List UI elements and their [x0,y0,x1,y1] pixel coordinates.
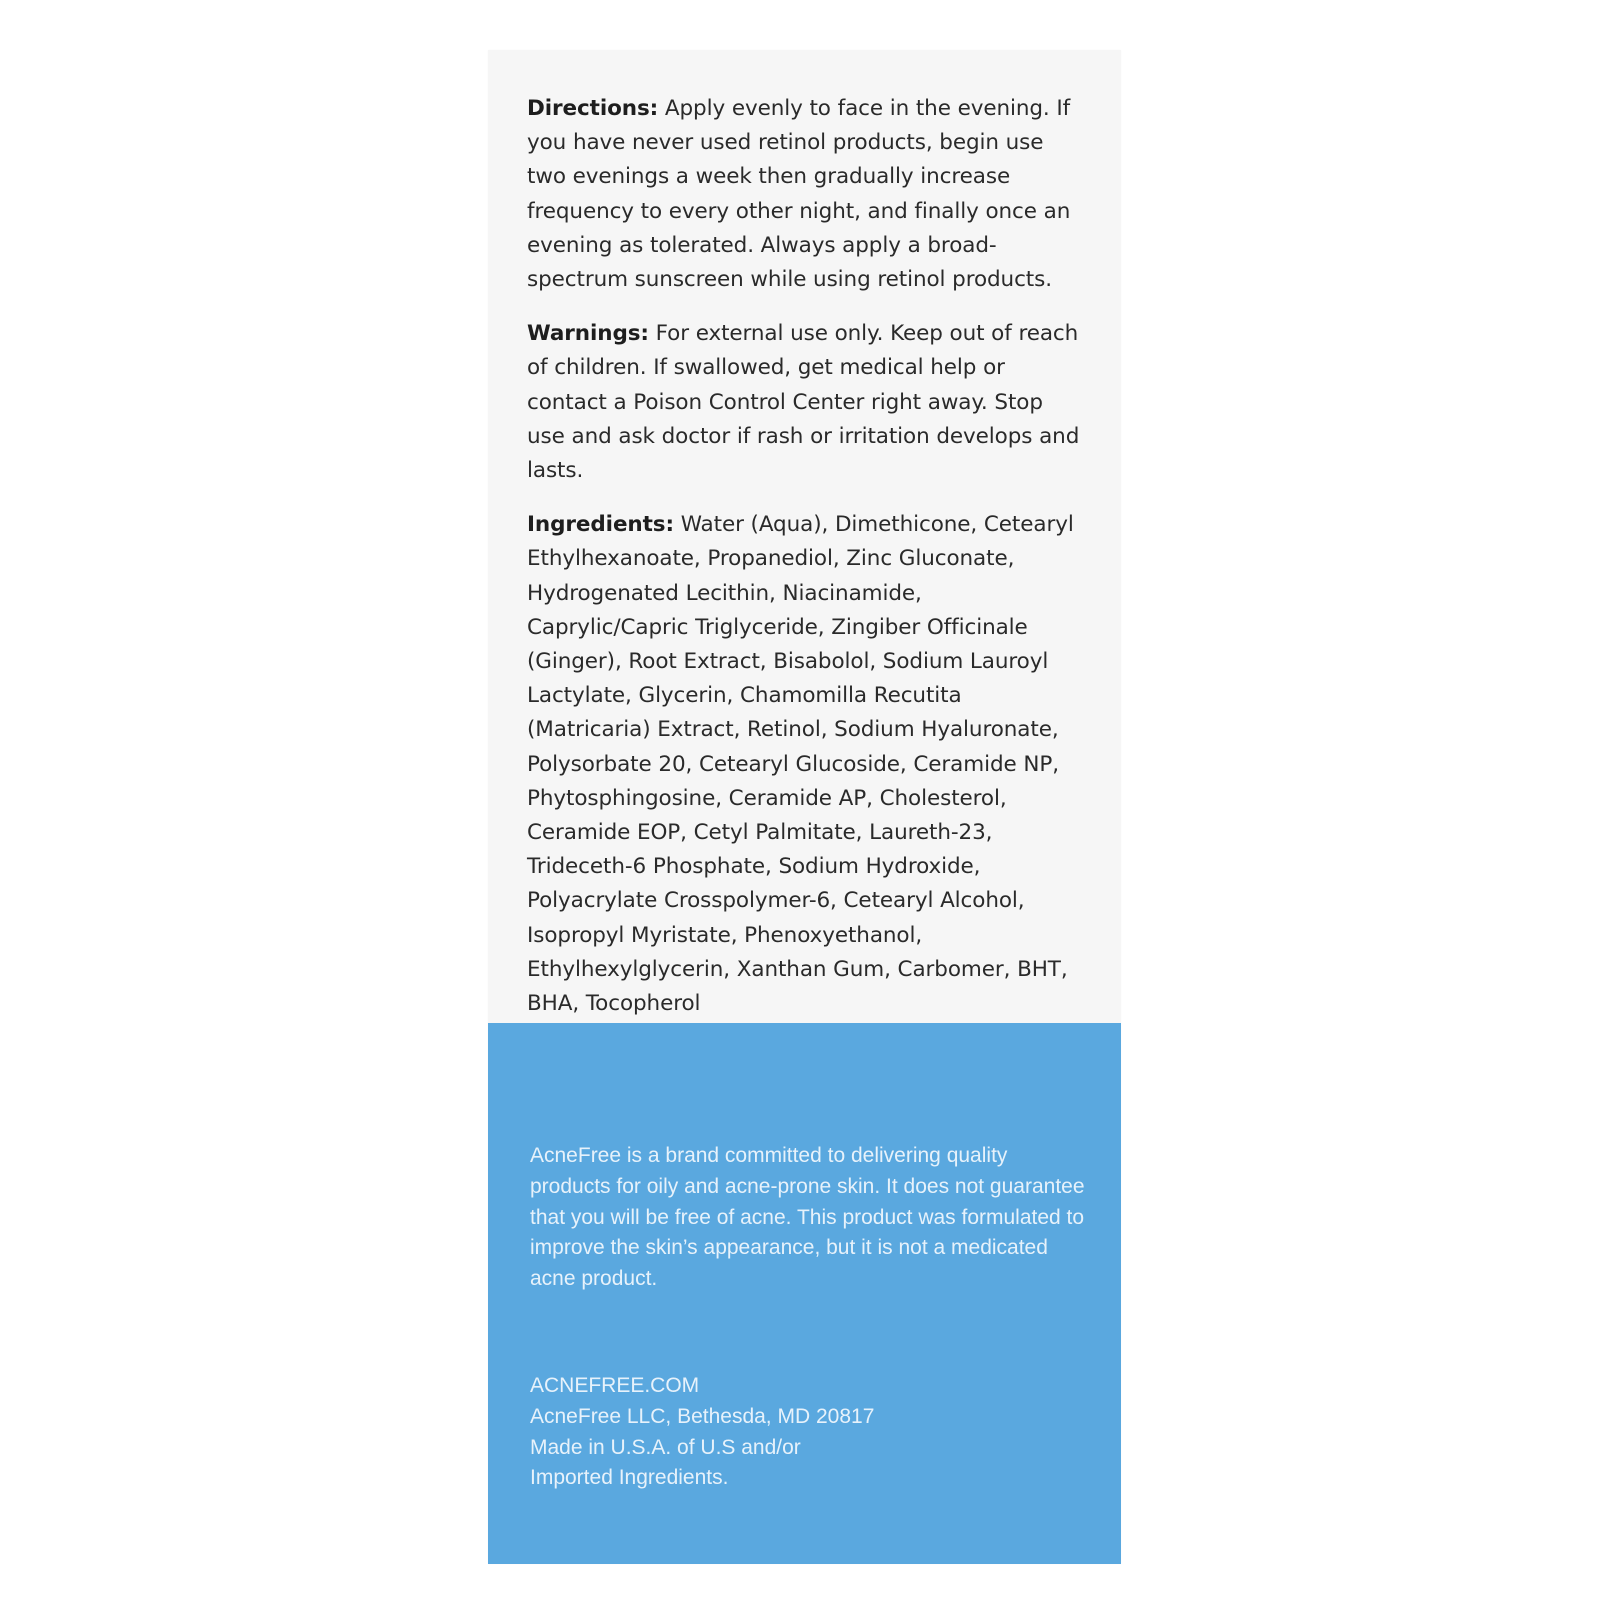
website-text: ACNEFREE.COM [530,1374,700,1397]
warnings-paragraph [527,317,1087,488]
ingredients-heading: Ingredients: [527,512,675,538]
label-text-area [488,50,1121,1023]
directions-heading: Directions: [527,96,659,121]
product-box-panel [488,50,1121,1564]
ingredients-text: Water (Aqua), Dimethicone, Cetearyl Ethylhexanoate, Propanediol, Zinc Gluconate, Hydrogenated Lecithin, Niacinamide, Caprylic/Capric Triglyceride, Zingiber Officinale (Ginger), Root Extract, Bisabolol, Sodium Lauroyl Lactylate, Glycerin, Chamomilla Recutita (Matricaria) Extract, Retinol, Sodium Hyaluronate, Polysorbate 20, Cetearyl Glucoside, Ceramide NP, Phytosphingosine, Ceramide AP, Cholesterol, Ceramide EOP, Cetyl Palmitate, Laureth-23, Trideceth-6 Phosphate, Sodium Hydroxide, Polyacrylate Crosspolymer-6, Cetearyl Alcohol, Isopropyl Myristate, Phenoxyethanol, Ethylhexylglycerin, Xanthan Gum, Carbomer, BHT, BHA, Tocopherol [527,512,1074,1017]
blue-brand-panel [488,1023,1121,1564]
origin-line-2: Imported Ingredients. [530,1466,729,1490]
warnings-heading: Warnings: [527,321,649,347]
warnings-text: For external use only. Keep out of reach of children. If swallowed, get medical help or contact a Poison Control Center right away. Stop use and ask doctor if rash or irritation develops and lasts. [527,321,1080,484]
label-text-block [527,92,1087,1095]
ingredients-paragraph [527,508,1087,1021]
directions-text: Apply evenly to face in the evening. If you have never used retinol products, begin use two evenings a week then gradually increase frequency to every other night, and finally once an evening as tolerated. Always apply a broad-spectrum sunscreen while using retinol products. [527,96,1071,293]
company-info [530,1371,1090,1494]
origin-line-1: Made in U.S.A. of U.S and/or [530,1435,801,1459]
brand-claim-text: AcneFree is a brand committed to delivering quality products for oily and acne-prone skin. It does not guarantee that you will be free of acne. This product was formulated to improve the skin’s appearance, but it is not a medicated acne product. [530,1144,1085,1291]
directions-paragraph [527,92,1087,297]
address-text: AcneFree LLC, Bethesda, MD 20817 [530,1404,875,1428]
